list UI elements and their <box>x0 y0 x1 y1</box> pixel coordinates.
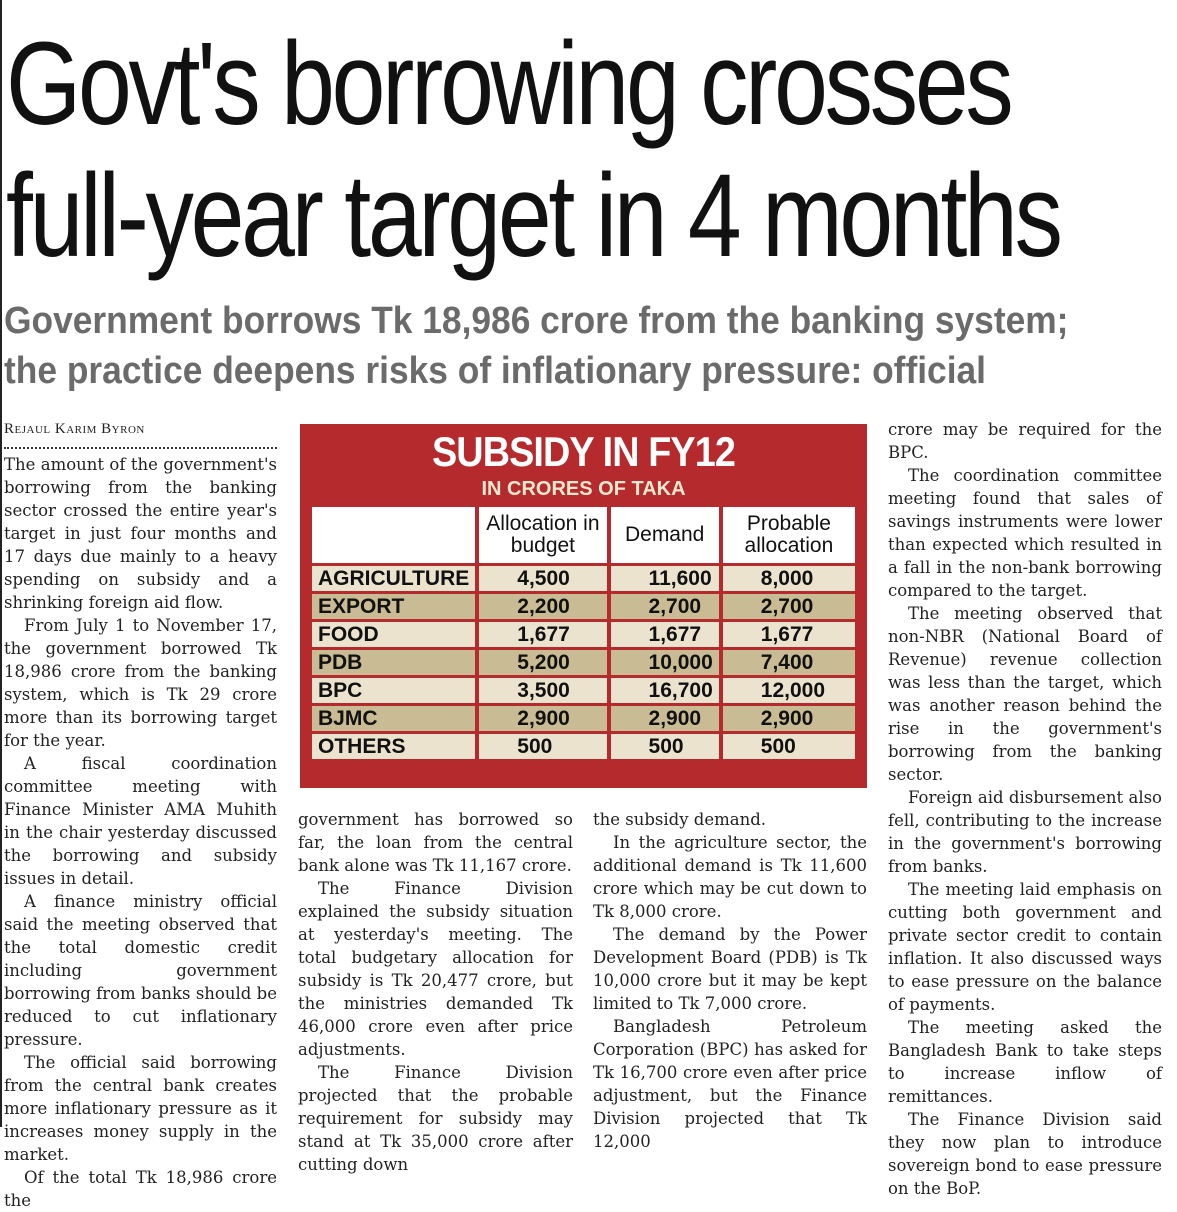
subsidy-table <box>308 504 859 762</box>
cell-probable: 2,900 <box>723 706 855 731</box>
subheadline <box>4 296 1087 396</box>
paragraph: The meeting laid emphasis on cutting both government and private sector credit to contain inflation. It also discussed ways to ease pressure on the balance of payments. <box>888 880 1162 1014</box>
cell-probable: 12,000 <box>723 678 855 703</box>
row-label: OTHERS <box>312 734 475 759</box>
article-column-1 <box>4 418 277 1212</box>
paragraph: government has borrowed so far, the loan from the central bank alone was Tk 11,167 crore. <box>298 810 573 875</box>
table-header-demand: Demand <box>611 507 719 563</box>
cell-demand: 2,700 <box>611 594 719 619</box>
cell-allocation: 2,200 <box>479 594 606 619</box>
cell-demand: 11,600 <box>611 566 719 591</box>
paragraph: The Finance Division said they now plan to introduce sovereign bond to ease pressure on the BoP. <box>888 1110 1162 1198</box>
paragraph: The demand by the Power Development Board (PDB) is Tk 10,000 crore but it may be kept limited to Tk 7,000 crore. <box>593 925 867 1013</box>
table-header-corner <box>312 507 475 563</box>
headline-line-2: full-year target in 4 months <box>6 150 1060 282</box>
article-column-3 <box>593 808 867 1153</box>
table-row <box>312 566 855 591</box>
cell-allocation: 1,677 <box>479 622 606 647</box>
cell-probable: 8,000 <box>723 566 855 591</box>
cell-allocation: 4,500 <box>479 566 606 591</box>
subheadline-line-2: the practice deepens risks of inflationary pressure: official <box>4 350 986 392</box>
table-subtitle: IN CRORES OF TAKA <box>481 478 686 500</box>
paragraph: The amount of the government's borrowing from the banking sector crossed the entire year's target in just four months and 17 days due mainly to a heavy spending on subsidy and a shrinking foreign aid flow. <box>4 455 277 612</box>
page-border <box>0 0 2 1127</box>
subheadline-line-1: Government borrows Tk 18,986 crore from the banking system; <box>4 300 1069 342</box>
paragraph: The coordination committee meeting found that sales of savings instruments were lower than expected which resulted in a fall in the non-bank borrowing compared to the target. <box>888 466 1162 600</box>
cell-demand: 2,900 <box>611 706 719 731</box>
cell-probable: 1,677 <box>723 622 855 647</box>
cell-allocation: 3,500 <box>479 678 606 703</box>
paragraph: the subsidy demand. <box>593 810 767 829</box>
paragraph: The meeting asked the Bangladesh Bank to take steps to increase inflow of remittances. <box>888 1018 1162 1106</box>
table-row <box>312 734 855 759</box>
subsidy-table-box <box>300 424 867 788</box>
paragraph: The Finance Division projected that the probable requirement for subsidy may stand at Tk 35,000 crore after cutting down <box>298 1063 573 1174</box>
headline-line-1: Govt's borrowing crosses <box>6 18 1011 150</box>
cell-probable: 7,400 <box>723 650 855 675</box>
cell-allocation: 5,200 <box>479 650 606 675</box>
table-row <box>312 594 855 619</box>
table-row <box>312 706 855 731</box>
table-header-row <box>312 507 855 563</box>
cell-demand: 10,000 <box>611 650 719 675</box>
paragraph: A fiscal coordination committee meeting with Finance Minister AMA Muhith in the chair yesterday discussed the borrowing and subsidy issues in detail. <box>4 754 277 888</box>
row-label: FOOD <box>312 622 475 647</box>
article-column-4 <box>888 418 1162 1200</box>
row-label: BPC <box>312 678 475 703</box>
table-header-probable: Probable allocation <box>723 507 855 563</box>
paragraph: A finance ministry official said the meeting observed that the total domestic credit including government borrowing from banks should be reduced to cut inflationary pressure. <box>4 892 277 1049</box>
cell-allocation: 2,900 <box>479 706 606 731</box>
table-header-allocation: Allocation in budget <box>479 507 606 563</box>
cell-demand: 16,700 <box>611 678 719 703</box>
paragraph: Bangladesh Petroleum Corporation (BPC) has asked for Tk 16,700 crore even after price adjustment, but the Finance Division projected that Tk 12,000 <box>593 1017 867 1151</box>
paragraph: Foreign aid disbursement also fell, contributing to the increase in the government's borrowing from banks. <box>888 788 1162 876</box>
row-label: EXPORT <box>312 594 475 619</box>
cell-demand: 1,677 <box>611 622 719 647</box>
row-label: AGRICULTURE <box>312 566 475 591</box>
paragraph: The official said borrowing from the central bank creates more inflationary pressure as it increases money supply in the market. <box>4 1053 277 1164</box>
article-column-2 <box>298 808 573 1176</box>
byline: Rejaul Karim Byron <box>4 421 145 437</box>
table-row <box>312 678 855 703</box>
headline <box>6 18 1060 282</box>
row-label: BJMC <box>312 706 475 731</box>
table-title: SUBSIDY IN FY12 <box>431 428 735 475</box>
cell-probable: 500 <box>723 734 855 759</box>
cell-probable: 2,700 <box>723 594 855 619</box>
table-row <box>312 650 855 675</box>
paragraph: The Finance Division explained the subsidy situation at yesterday's meeting. The total budgetary allocation for subsidy is Tk 20,477 crore, but the ministries demanded Tk 46,000 crore even after price adjustments. <box>298 879 573 1059</box>
paragraph: In the agriculture sector, the additional demand is Tk 11,600 crore which may be cut down to Tk 8,000 crore. <box>593 833 867 921</box>
row-label: PDB <box>312 650 475 675</box>
cell-allocation: 500 <box>479 734 606 759</box>
paragraph: Of the total Tk 18,986 crore the <box>4 1168 277 1210</box>
paragraph: The meeting observed that non-NBR (National Board of Revenue) revenue collection was less than the target, which was another reason behind the rise in the government's borrowing from the banking sector. <box>888 604 1162 784</box>
table-row <box>312 622 855 647</box>
paragraph: crore may be required for the BPC. <box>888 420 1162 462</box>
byline-divider <box>4 443 277 449</box>
cell-demand: 500 <box>611 734 719 759</box>
paragraph: From July 1 to November 17, the government borrowed Tk 18,986 crore from the banking system, which is Tk 29 crore more than its borrowing target for the year. <box>4 616 277 750</box>
